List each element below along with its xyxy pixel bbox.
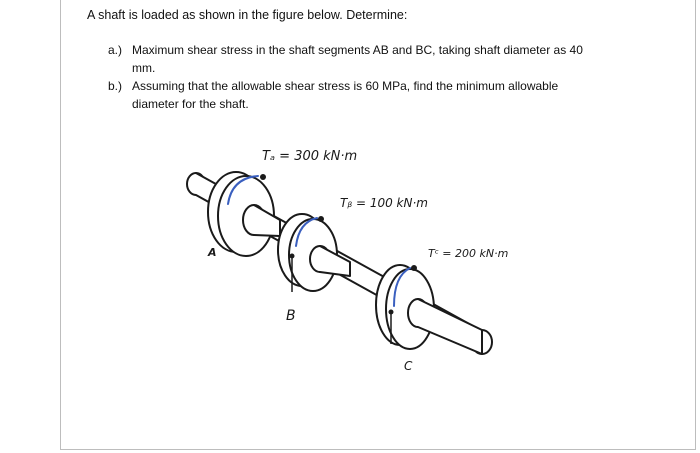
pulley-a bbox=[208, 172, 280, 256]
question-a-line1: Maximum shear stress in the shaft segments AB and BC, taking shaft diameter as 40 bbox=[132, 43, 583, 57]
question-b-marker: b.) bbox=[108, 79, 123, 93]
section-label-c: C bbox=[404, 359, 413, 373]
section-label-a: A bbox=[208, 246, 217, 259]
question-a-marker: a.) bbox=[108, 43, 123, 57]
pulley-c bbox=[376, 265, 482, 354]
question-b-line2: diameter for the shaft. bbox=[132, 97, 249, 111]
section-label-b: B bbox=[286, 308, 296, 324]
question-b-line1: Assuming that the allowable shear stress is 60 MPa, find the minimum allowable bbox=[132, 79, 559, 93]
torque-point-a bbox=[260, 174, 266, 180]
torque-label-b: Tᵦ = 100 kN·m bbox=[340, 196, 428, 210]
problem-intro: A shaft is loaded as shown in the figure below. Determine: bbox=[87, 8, 408, 22]
torque-label-a: Tₐ = 300 kN·m bbox=[262, 149, 358, 164]
torque-point-b bbox=[318, 216, 324, 222]
torque-point-c bbox=[411, 265, 417, 271]
question-a-line2: mm. bbox=[132, 61, 156, 75]
torque-label-c: Tᶜ = 200 kN·m bbox=[428, 247, 509, 260]
